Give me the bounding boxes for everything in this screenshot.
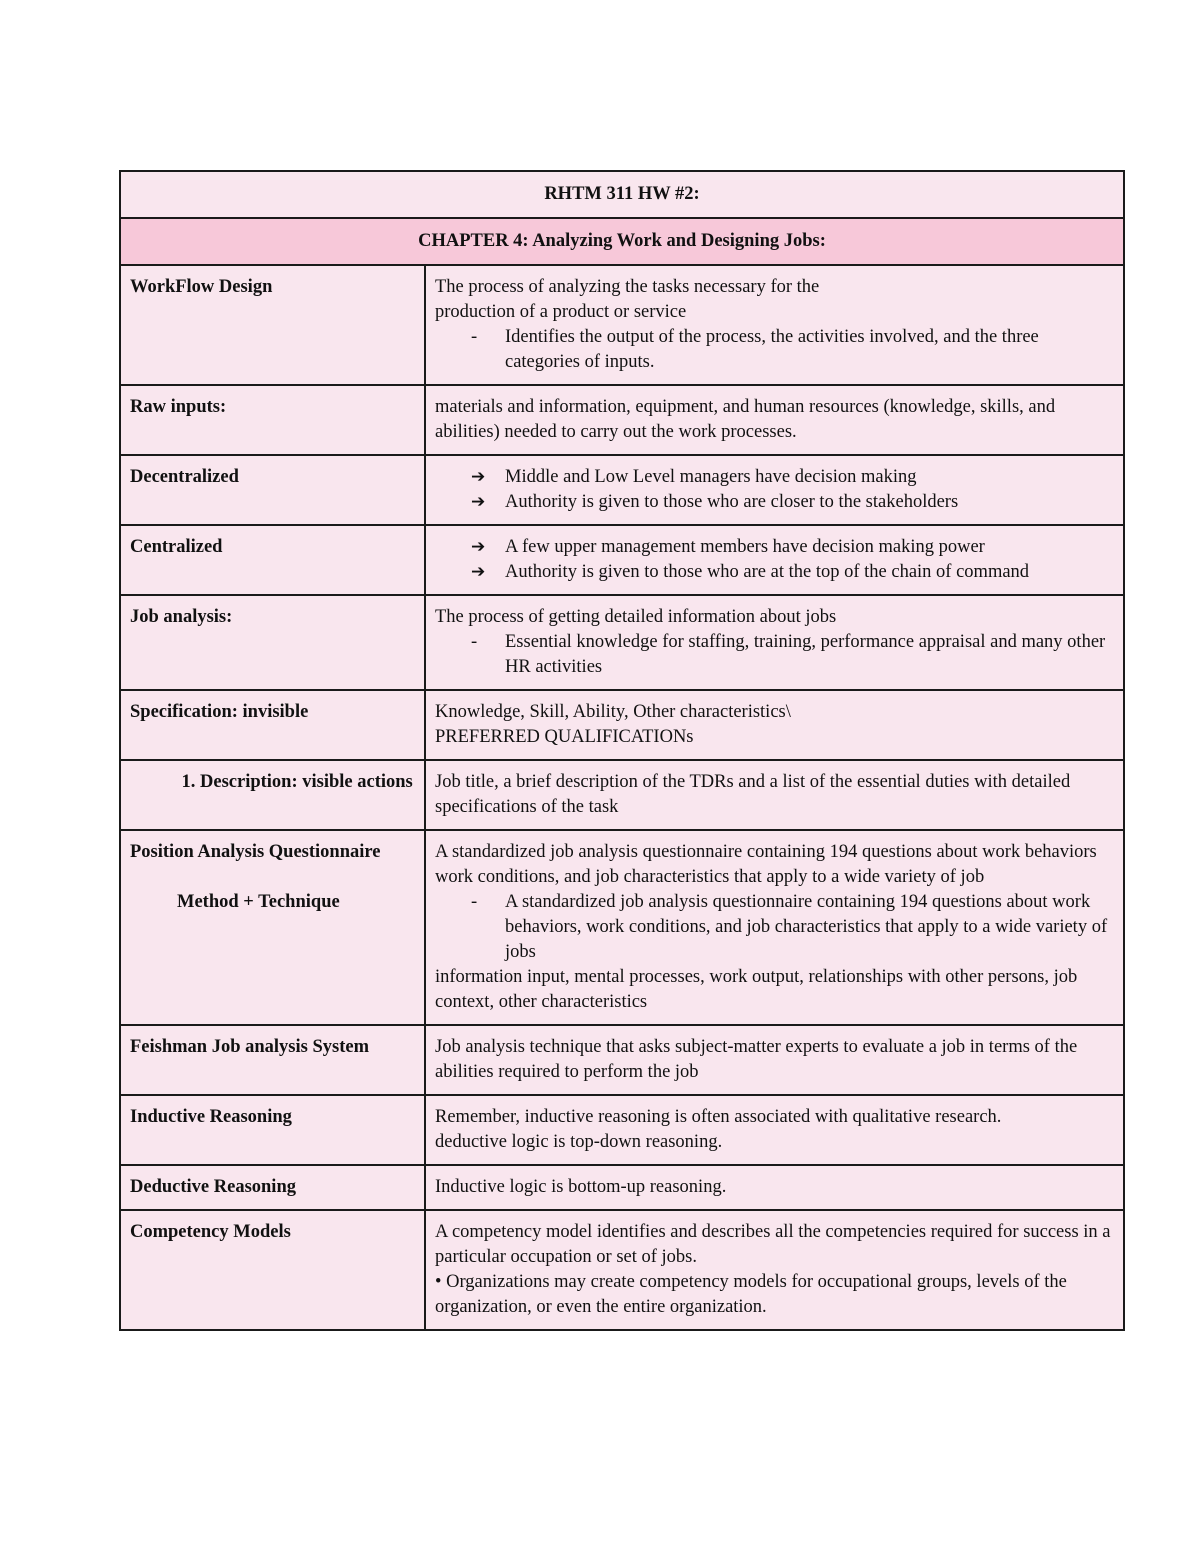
list-item: - Essential knowledge for staffing, training, performance appraisal and many other HR activities	[505, 630, 1114, 680]
table-row	[120, 1210, 1124, 1330]
term-job-analysis: Job analysis:	[120, 595, 425, 690]
table-row	[120, 690, 1124, 760]
definition-specification	[425, 690, 1124, 760]
list-item-text: Authority is given to those who are closer to the stakeholders	[505, 492, 959, 512]
definition-line: Remember, inductive reasoning is often associated with qualitative research.	[435, 1107, 1002, 1127]
dash-list	[435, 630, 1114, 680]
right-arrow-icon: ➔	[471, 467, 486, 487]
term-workflow-design: WorkFlow Design	[120, 265, 425, 385]
definition-description	[425, 760, 1124, 830]
definition-decentralized	[425, 455, 1124, 525]
definition-workflow-design	[425, 265, 1124, 385]
definition-line: The process of getting detailed information about jobs	[435, 607, 837, 627]
table-row	[120, 455, 1124, 525]
arrow-list	[435, 465, 1114, 515]
list-item: 1. Description: visible actions	[200, 770, 415, 795]
list-item-text: Middle and Low Level managers have decision making	[505, 467, 917, 487]
dash-list	[435, 325, 1114, 375]
dash-list	[435, 890, 1114, 965]
chapter-row	[120, 218, 1124, 265]
definition-centralized	[425, 525, 1124, 595]
table-row	[120, 385, 1124, 455]
term-inductive: Inductive Reasoning	[120, 1095, 425, 1165]
table-row	[120, 760, 1124, 830]
definition-line: Inductive logic is bottom-up reasoning.	[435, 1177, 727, 1197]
term-fleishman: Feishman Job analysis System	[120, 1025, 425, 1095]
arrow-list	[435, 535, 1114, 585]
list-item: - A standardized job analysis questionnaire containing 194 questions about work behaviors, work conditions, and job characteristics that apply to a wide variety of jobs	[505, 890, 1114, 965]
table-row	[120, 1095, 1124, 1165]
definition-line: Knowledge, Skill, Ability, Other characteristics\	[435, 702, 791, 722]
right-arrow-icon: ➔	[471, 537, 486, 557]
right-arrow-icon: ➔	[471, 492, 486, 512]
term-position-analysis	[120, 830, 425, 1025]
term-raw-inputs: Raw inputs:	[120, 385, 425, 455]
table-row	[120, 265, 1124, 385]
term-description	[120, 760, 425, 830]
term-subtitle: Method + Technique	[177, 892, 340, 912]
list-item	[471, 490, 1114, 515]
definition-deductive	[425, 1165, 1124, 1210]
definition-line: A standardized job analysis questionnaire containing 194 questions about work behaviors work conditions, and job characteristics that apply to a wide variety of job	[435, 842, 1097, 887]
term-label: Position Analysis Questionnaire	[130, 842, 381, 862]
definition-line: deductive logic is top-down reasoning.	[435, 1132, 723, 1152]
table-row	[120, 1025, 1124, 1095]
list-item: - Identifies the output of the process, the activities involved, and the three categories of inputs.	[505, 325, 1114, 375]
title-row	[120, 171, 1124, 218]
list-item-text: Authority is given to those who are at the top of the chain of command	[505, 562, 1030, 582]
definition-line: The process of analyzing the tasks necessary for the	[435, 277, 820, 297]
term-centralized: Centralized	[120, 525, 425, 595]
table-row	[120, 1165, 1124, 1210]
definition-line: Job title, a brief description of the TDRs and a list of the essential duties with detailed specifications of the task	[435, 772, 1071, 817]
term-deductive: Deductive Reasoning	[120, 1165, 425, 1210]
definition-line: information input, mental processes, work output, relationships with other persons, job context, other characteristics	[435, 967, 1078, 1012]
right-arrow-icon: ➔	[471, 562, 486, 582]
definition-raw-inputs	[425, 385, 1124, 455]
term-competency: Competency Models	[120, 1210, 425, 1330]
definition-position-analysis	[425, 830, 1124, 1025]
definition-line: A competency model identifies and describes all the competencies required for success in a particular occupation or set of jobs.	[435, 1222, 1111, 1267]
table-row	[120, 595, 1124, 690]
definition-inductive	[425, 1095, 1124, 1165]
definition-line: materials and information, equipment, and human resources (knowledge, skills, and abilities) needed to carry out the work processes.	[435, 397, 1056, 442]
definition-line: • Organizations may create competency models for occupational groups, levels of the organization, or even the entire organization.	[435, 1272, 1067, 1317]
definition-job-analysis	[425, 595, 1124, 690]
table-row	[120, 830, 1124, 1025]
term-specification: Specification: invisible	[120, 690, 425, 760]
term-decentralized: Decentralized	[120, 455, 425, 525]
list-item	[471, 465, 1114, 490]
table-row	[120, 525, 1124, 595]
definition-line: PREFERRED QUALIFICATIONs	[435, 727, 694, 747]
definition-line: production of a product or service	[435, 302, 687, 322]
definition-line: Job analysis technique that asks subject-matter experts to evaluate a job in terms of the abilities required to perform the job	[435, 1037, 1078, 1082]
list-item-text: A few upper management members have decision making power	[505, 537, 985, 557]
definition-competency	[425, 1210, 1124, 1330]
list-item	[471, 535, 1114, 560]
document-title: RHTM 311 HW #2:	[120, 171, 1124, 218]
chapter-heading: CHAPTER 4: Analyzing Work and Designing Jobs:	[120, 218, 1124, 265]
list-item	[471, 560, 1114, 585]
numbered-list	[130, 770, 415, 795]
definition-fleishman	[425, 1025, 1124, 1095]
notes-table	[119, 170, 1125, 1331]
